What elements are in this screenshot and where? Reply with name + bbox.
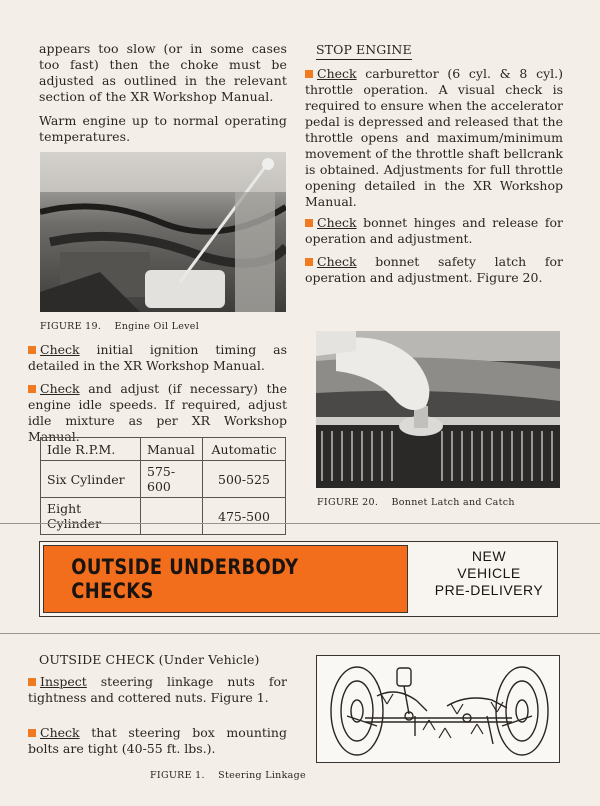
figure-19-caption [40,321,199,332]
check-bonnet-latch: Check bonnet safety latch for operation and adjustment. Figure 20. [305,254,563,285]
figure-1-title: Steering Linkage [218,770,306,781]
table-header-cell: Manual [141,438,203,461]
orange-bullet-icon [28,385,36,393]
figure-19-number: FIGURE 19. [40,321,102,332]
orange-bullet-icon [305,70,313,78]
orange-bullet-icon [28,346,36,354]
table-header-cell: Automatic [203,438,286,461]
figure-1-caption [150,770,306,781]
table-cell [141,498,203,535]
table-header-cell: Idle R.P.M. [41,438,141,461]
table-row [41,498,286,535]
inspect-steering-linkage: Inspect steering linkage nuts for tightness and cottered nuts. Figure 1. [28,674,287,705]
table-header-row [41,438,286,461]
check-ignition-timing: Check initial ignition timing as detailed in the XR Workshop Manual. [28,342,287,373]
figure-20-title: Bonnet Latch and Catch [391,497,515,508]
table-cell: 500-525 [203,461,286,498]
banner-title: OUTSIDE UNDERBODY CHECKS [71,555,299,603]
orange-bullet-icon [28,678,36,686]
banner-line-pre-delivery: PRE-DELIVERY [434,582,544,598]
divider-top [0,523,600,524]
orange-bullet-icon [305,258,313,266]
table-cell: Six Cylinder [41,461,141,498]
banner-orange-panel [43,545,408,613]
stop-engine-heading: STOP ENGINE [316,42,412,60]
divider-bottom [0,633,600,634]
table-cell: Eight Cylinder [41,498,141,535]
figure-20-number: FIGURE 20. [317,497,379,508]
banner-line-vehicle: VEHICLE [457,565,521,581]
table-cell: 575-600 [141,461,203,498]
figure-19-title: Engine Oil Level [114,321,200,332]
figure-1-steering-linkage-drawing [316,655,560,763]
figure-20-caption [317,497,515,508]
orange-bullet-icon [305,219,313,227]
figure-20-bonnet-latch-photo [316,331,560,488]
banner-line-new: NEW [471,548,507,564]
check-steering-box-bolts: Check that steering box mounting bolts are tight (40-55 ft. lbs.). [28,725,287,756]
section-banner [39,541,558,617]
table-cell: 475-500 [203,498,286,535]
idle-rpm-table [40,437,286,535]
paragraph-choke: appears too slow (or in some cases too fast) then the choke must be adjusted as outlined in the relevant section of the XR Workshop Manual. [39,41,287,104]
figure-1-number: FIGURE 1. [150,770,205,781]
check-idle-speed: Check and adjust (if necessary) the engine idle speeds. If required, adjust idle mixture as per XR Workshop Manual. [28,381,287,444]
paragraph-warm-engine: Warm engine up to normal operating temperatures. [39,113,287,144]
check-carburettor: Check carburettor (6 cyl. & 8 cyl.) throttle operation. A visual check is required to ensure when the accelerator pedal is depressed and released that the throttle opens and maximum/minimum movement of the throttle shaft bellcrank is obtained. Adjustments for full throttle opening detailed in the XR Workshop Manual. [305,66,563,209]
orange-bullet-icon [28,729,36,737]
check-bonnet-hinges: Check bonnet hinges and release for operation and adjustment. [305,215,563,246]
outside-check-heading: OUTSIDE CHECK (Under Vehicle) [39,652,260,667]
table-row [41,461,286,498]
figure-19-engine-oil-photo [40,152,286,312]
banner-side-label [425,548,553,599]
